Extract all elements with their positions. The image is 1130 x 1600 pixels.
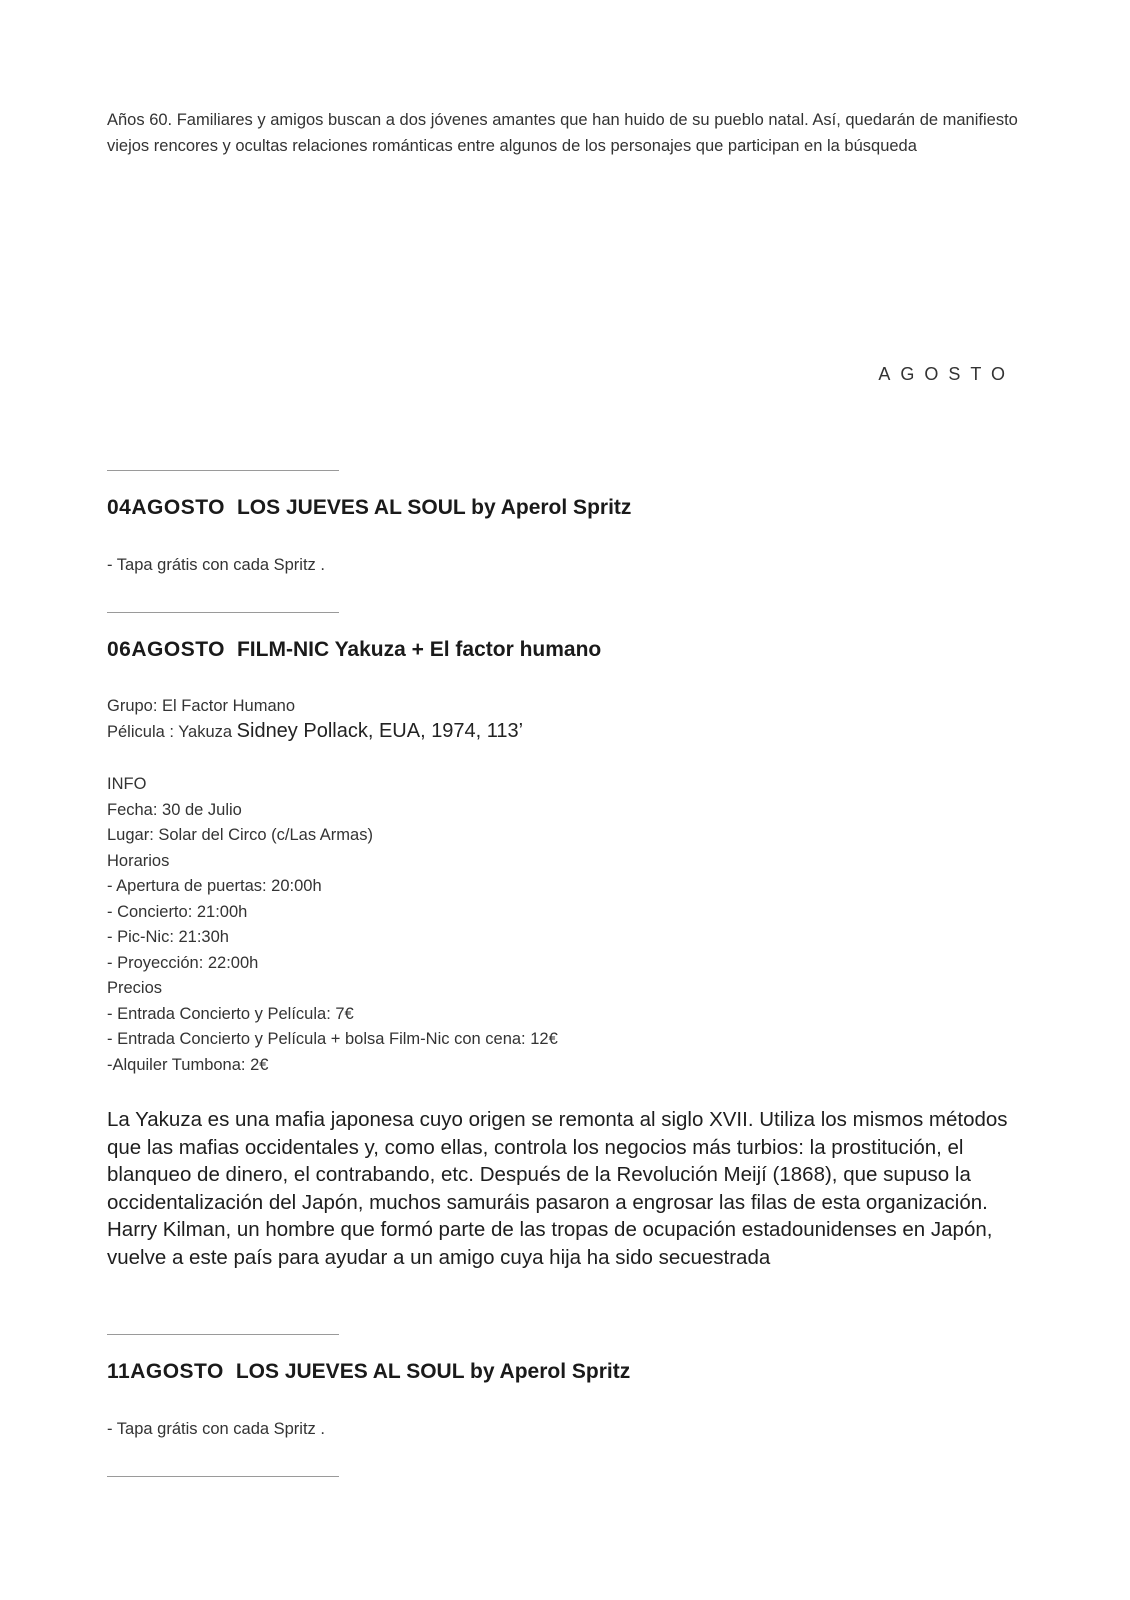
info-line: Fecha: 30 de Julio bbox=[107, 800, 242, 819]
info-line: Horarios bbox=[107, 851, 170, 870]
event-name: LOS JUEVES AL SOUL by Aperol Spritz bbox=[236, 496, 632, 519]
divider bbox=[107, 612, 339, 613]
document-page bbox=[107, 0, 1027, 1600]
event-date: 11AGOSTO bbox=[107, 1360, 224, 1383]
divider bbox=[107, 1476, 339, 1477]
info-line: - Concierto: 21:00h bbox=[107, 902, 248, 921]
info-line: INFO bbox=[107, 775, 147, 793]
event-note: - Tapa grátis con cada Spritz . bbox=[107, 1420, 325, 1438]
info-line: - Pic-Nic: 21:30h bbox=[107, 928, 229, 946]
divider bbox=[107, 470, 339, 471]
event-date: 06AGOSTO bbox=[107, 638, 225, 661]
event-name: FILM-NIC Yakuza + El factor humano bbox=[236, 638, 602, 661]
event-group: Grupo: El Factor Humano bbox=[107, 697, 295, 715]
info-line: - Proyección: 22:00h bbox=[107, 953, 259, 972]
info-line: - Entrada Concierto y Película + bolsa Film-Nic con cena: 12€ bbox=[107, 1030, 558, 1048]
intro-paragraph: Años 60. Familiares y amigos buscan a dos jóvenes amantes que han huido de su pueblo natal. Así, quedarán de manifiesto viejos rencores y ocultas relaciones románticas entre algunos de los personajes que participan en la búsqueda bbox=[107, 111, 1018, 155]
event-note: - Tapa grátis con cada Spritz . bbox=[107, 556, 325, 574]
info-line: - Entrada Concierto y Película: 7€ bbox=[107, 1004, 354, 1023]
event-name: LOS JUEVES AL SOUL by Aperol Spritz bbox=[235, 1360, 631, 1383]
film-label: Pélicula : Yakuza bbox=[107, 723, 233, 741]
event-title bbox=[107, 496, 631, 520]
event-synopsis: La Yakuza es una mafia japonesa cuyo origen se remonta al siglo XVII. Utiliza los mismos métodos que las mafias occidentales y, como ellas, controla los negocios más turbios: la prostitución, el blanqueo de dinero, el contrabando, etc. Después de la Revolución Meijí (1868), que supuso la occidentalización del Japón, muchos samuráis pasaron a engrosar las filas de esta organización. Harry Kilman, un hombre que formó parte de las tropas de ocupación estadounidenses en Japón, vuelve a este país para ayudar a un amigo cuya hija ha sido secuestrada bbox=[107, 1108, 1008, 1269]
event-title bbox=[107, 638, 601, 662]
info-line: - Apertura de puertas: 20:00h bbox=[107, 877, 322, 895]
info-line: Precios bbox=[107, 979, 163, 997]
info-line: Lugar: Solar del Circo (c/Las Armas) bbox=[107, 826, 373, 844]
divider bbox=[107, 1334, 339, 1335]
info-line: -Alquiler Tumbona: 2€ bbox=[107, 1055, 269, 1074]
event-title bbox=[107, 1360, 630, 1384]
film-credits: Sidney Pollack, EUA, 1974, 113’ bbox=[236, 720, 524, 742]
event-date: 04AGOSTO bbox=[107, 496, 225, 519]
month-heading: AGOSTO bbox=[878, 364, 1015, 384]
event-film bbox=[107, 720, 523, 743]
event-info bbox=[107, 772, 558, 1078]
